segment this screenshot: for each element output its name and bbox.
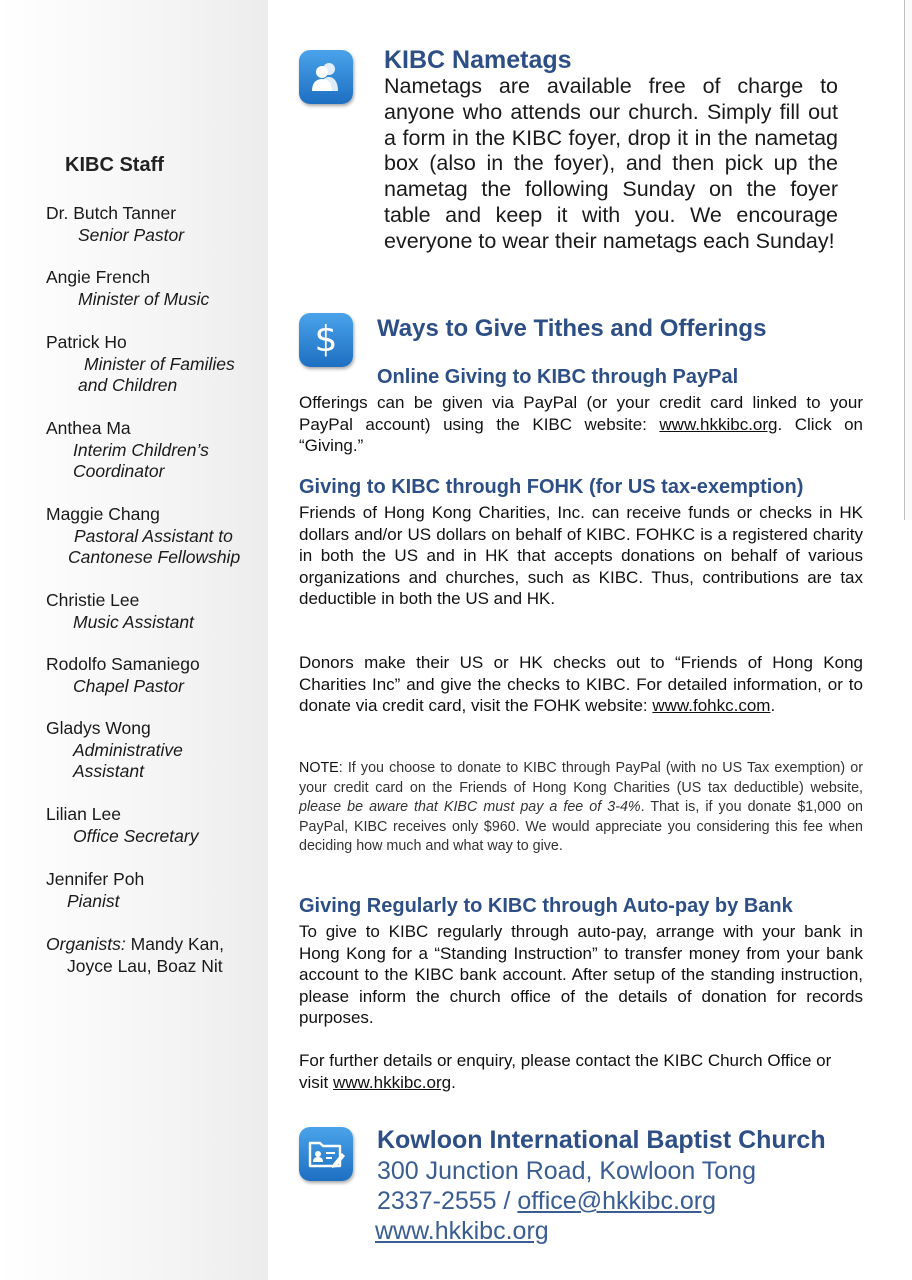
further-text-end: . [451,1072,456,1092]
staff-role: Interim Children’s Coordinator [73,439,209,481]
staff-title: KIBC Staff [65,154,164,176]
page-edge [904,0,912,520]
fohk-website-link[interactable]: www.fohkc.com [652,696,771,715]
nametags-body: Nametags are available free of charge to anyone who attends our church. Simply fill out a form in the KIBC foyer, drop it in the nametag box (also in the foyer), and then pick up the nametag the following Sunday on the foyer table and keep it with you. We encourage everyone to wear their nametags each Sunday! [384,74,838,253]
staff-role: Pastoral Assistant to Cantonese Fellowship [68,525,241,567]
further-text: For further details or enquiry, please contact the KIBC Church Office or visit [299,1051,832,1092]
paypal-text: Offerings can be given via PayPal (or your credit card linked to your PayPal account) using the KIBC website: [299,393,863,434]
note-text-2: . That is, if you donate $1,000 on PayPal, KIBC receives only $960. We would appreciate you considering this fee when deciding how much and what way to give. [299,799,863,854]
paypal-title: Online Giving to KIBC through PayPal [377,366,739,388]
staff-member [46,590,268,654]
giving-title: Ways to Give Tithes and Offerings [377,315,767,342]
contact-card-icon [299,1127,353,1181]
staff-role: Office Secretary [73,825,199,846]
staff-member [46,869,268,934]
fohk-body-2 [299,652,863,717]
fohk-title: Giving to KIBC through FOHK (for US tax-exemption) [299,476,804,498]
paypal-body [299,392,863,457]
staff-role: Senior Pastor [78,224,185,245]
staff-member [46,504,268,590]
staff-member [46,718,268,804]
further-website-link[interactable]: www.hkkibc.org [333,1072,452,1092]
organists-entry [46,934,226,977]
further-details [299,1050,859,1093]
staff-role: Administrative Assistant [73,739,183,781]
staff-name: Lilian Lee [46,804,121,824]
nametags-title: KIBC Nametags [384,46,572,74]
autopay-title: Giving Regularly to KIBC through Auto-pay by Bank [299,895,793,917]
fohk-text-end: . [770,696,776,715]
staff-name: Dr. Butch Tanner [46,203,177,223]
church-phone-email [377,1187,716,1216]
staff-name: Maggie Chang [46,504,160,524]
church-address: 300 Junction Road, Kowloon Tong [377,1157,756,1185]
staff-member [46,332,268,418]
autopay-body: To give to KIBC regularly through auto-pay, arrange with your bank in Hong Kong for a “Standing Instruction” to transfer money from your bank account to the KIBC bank account. After setup of the standing instruction, please inform the church office of the details of donation for records purposes. [299,922,863,1027]
staff-member [46,418,268,504]
staff-name: Angie French [46,267,151,287]
fohk-body-1: Friends of Hong Kong Charities, Inc. can receive funds or checks in HK dollars and/or US dollars on behalf of KIBC. FOHKC is a registered charity in both the US and in HK that accepts donations on behalf of various organizations and churches, such as KIBC. Thus, contributions are tax deductible in both the US and HK. [299,503,863,608]
fee-note [299,759,863,857]
staff-member [46,804,268,869]
staff-role: Music Assistant [73,611,194,632]
church-name: Kowloon International Baptist Church [377,1126,826,1154]
people-icon [299,50,353,104]
dollar-icon: $ [299,313,353,367]
staff-role: Minister of Families and Children [78,353,235,395]
note-label: NOTE [299,760,339,776]
paypal-text-end: . Click on “Giving.” [299,414,863,455]
staff-role: Chapel Pastor [73,675,184,696]
organists-names: Mandy Kan, Joyce Lau, Boaz Nit [67,934,225,976]
staff-role: Pianist [67,890,120,911]
staff-member [46,203,268,267]
note-text-1: : If you choose to donate to KIBC through PayPal (with no US Tax exemption) or your credit card on the Friends of Hong Kong Charities (US tax deductible) website, [299,760,863,796]
church-website-link[interactable]: www.hkkibc.org [375,1217,549,1245]
church-phone: 2337-2555 / [377,1187,518,1215]
staff-name: Patrick Ho [46,332,127,352]
staff-member [46,267,268,332]
staff-list [46,203,268,977]
organists-label: Organists: [46,934,126,954]
fohk-text: Donors make their US or HK checks out to “Friends of Hong Kong Charities Inc” and give the checks to KIBC. For detailed information, or to donate via credit card, visit the FOHK website: [299,653,863,715]
staff-name: Jennifer Poh [46,869,145,889]
staff-role: Minister of Music [78,288,210,309]
staff-name: Rodolfo Samaniego [46,654,200,674]
paypal-website-link[interactable]: www.hkkibc.org [659,414,778,434]
staff-name: Anthea Ma [46,418,131,438]
staff-name: Gladys Wong [46,718,151,738]
church-email-link[interactable]: office@hkkibc.org [517,1187,717,1215]
note-italic: please be aware that KIBC must pay a fee of 3-4% [299,799,641,815]
staff-member [46,654,268,718]
staff-name: Christie Lee [46,590,140,610]
